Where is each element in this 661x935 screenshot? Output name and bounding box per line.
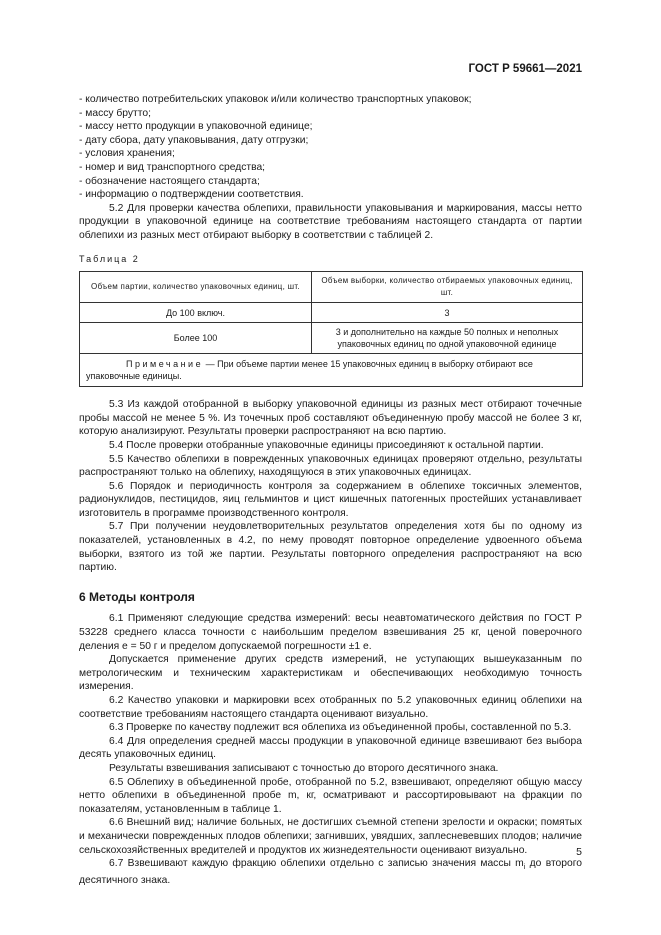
table-header-cell: Объем выборки, количество отбираемых упаковочных единиц, шт. xyxy=(312,272,583,303)
paragraph-6-7 xyxy=(79,857,582,887)
note-text: — При объеме партии менее 15 упаковочных единиц в выборку отбирают все упаковочные единицы. xyxy=(86,359,533,382)
table-cell: Более 100 xyxy=(80,323,312,354)
table-header-row xyxy=(80,272,583,303)
paragraph: 5.3 Из каждой отобранной в выборку упаковочной единицы из разных мест отбирают точечные пробы массой не менее 5 %. Из точечных проб составляют объединенную пробу массой не более 3 кг, которую анализируют. Результаты проверки распространяют на всю партию. xyxy=(79,399,582,438)
paragraph-6-7-tail: до второго десятичного знака. xyxy=(79,858,582,886)
paragraph: 6.6 Внешний вид; наличие больных, не достигших съемной степени зрелости и окраски; помятых и механически поврежденных плодов облепихи; загнивших, увядших, заплесневевших плодов; наличие сельскохозяйственных вредителей и продуктов их жизнедеятельности оценивают визуально. xyxy=(79,817,582,856)
table-header-cell: Объем партии, количество упаковочных единиц, шт. xyxy=(80,272,312,303)
paragraph: 6.3 Проверке по качеству подлежит вся облепиха из объединенной пробы, составленной по 5.3. xyxy=(109,722,572,734)
table-cell: 3 xyxy=(312,303,583,323)
table-cell: 3 и дополнительно на каждые 50 полных и неполных упаковочных единиц по одной упаковочной единице xyxy=(312,323,583,354)
paragraph: Результаты взвешивания записывают с точностью до второго десятичного знака. xyxy=(109,762,499,774)
list-item: - информацию о подтверждении соответствия. xyxy=(79,189,304,201)
paragraph: Допускается применение других средств измерений, не уступающих вышеуказанным по метрологическим и техническим характеристикам и обеспечивающих необходимую точность измерения. xyxy=(79,654,582,693)
list-item: - дату сбора, дату упаковывания, дату отгрузки; xyxy=(79,134,309,146)
list-item: - массу нетто продукции в упаковочной единице; xyxy=(79,121,313,133)
page-number: 5 xyxy=(576,846,582,858)
mass-subscript: i xyxy=(523,862,526,872)
list-item: - условия хранения; xyxy=(79,148,175,160)
paragraph: 6.4 Для определения средней массы продукции в упаковочной единице взвешивают без выбора десять упаковочных единиц. xyxy=(79,735,582,761)
table-note xyxy=(80,354,583,387)
paragraph-6-7-text: 6.7 Взвешивают каждую фракцию облепихи отдельно с записью значения массы m xyxy=(109,858,524,870)
paragraph: 5.5 Качество облепихи в поврежденных упаковочных единицах проверяют отдельно, результаты распространяют только на облепиху, находящуюся в этих упаковочных единицах. xyxy=(79,453,582,479)
paragraph-6-1: 6.1 Применяют следующие средства измерений: весы неавтоматического действия по ГОСТ Р 53228 среднего класса точности с наибольшим пределом взвешивания 25 кг, ценой поверочного деления е = 50 г и пределом допускаемой погрешности ±1 е. xyxy=(79,613,582,652)
note-label: Примечание xyxy=(126,359,204,370)
list-item: - обозначение настоящего стандарта; xyxy=(79,175,260,187)
list-item: - массу брутто; xyxy=(79,107,151,119)
table-note-row xyxy=(80,354,583,387)
table-cell: До 100 включ. xyxy=(80,303,312,323)
paragraph: 6.2 Качество упаковки и маркировки всех отобранных по 5.2 упаковочных единиц облепихи на соответствие требованиям настоящего стандарта оценивают визуально. xyxy=(79,695,582,720)
list-item: - количество потребительских упаковок и/или количество транспортных упаковок; xyxy=(79,94,472,105)
table-2 xyxy=(79,271,583,387)
bullet-list xyxy=(79,93,582,202)
paragraph: 6.5 Облепиху в объединенной пробе, отобранной по 5.2, взвешивают, определяют общую массу нетто облепихи в объединенной пробе m, кг, осматривают и рассортировывают на фракции по показателям, установленным в таблице 1. xyxy=(79,776,582,815)
page-content xyxy=(79,93,582,887)
paragraph-5-2: 5.2 Для проверки качества облепихи, правильности упаковывания и маркирования, массы нетто продукции в упаковочной единице на соответствие требованиям настоящего стандарта от партии облепихи из разных мест отбирают выборку в соответствии с таблицей 2. xyxy=(79,202,582,241)
section-6-paragraphs xyxy=(79,612,582,887)
table-row xyxy=(80,323,583,354)
table-title: Таблица 2 xyxy=(79,253,140,264)
table-row xyxy=(80,303,583,323)
list-item: - номер и вид транспортного средства; xyxy=(79,161,266,173)
standard-header: ГОСТ Р 59661—2021 xyxy=(468,63,582,75)
section-heading: 6 Методы контроля xyxy=(79,589,195,604)
paragraph: 5.4 После проверки отобранные упаковочные единицы присоединяют к остальной партии. xyxy=(109,439,544,451)
paragraph: 5.6 Порядок и периодичность контроля за содержанием в облепихе токсичных элементов, радионуклидов, пестицидов, яиц гельминтов и цист кишечных патогенных простейших устанавливает изготовитель в программе производственного контроля. xyxy=(79,480,582,519)
section-5-paragraphs xyxy=(79,398,582,575)
paragraph: 5.7 При получении неудовлетворительных результатов определения хотя бы по одному из показателей, установленных в 4.2, по нему проводят повторное определение удвоенного объема выборки, взятого из той же партии. Результаты повторного определения распространяют на всю партию. xyxy=(79,521,582,574)
